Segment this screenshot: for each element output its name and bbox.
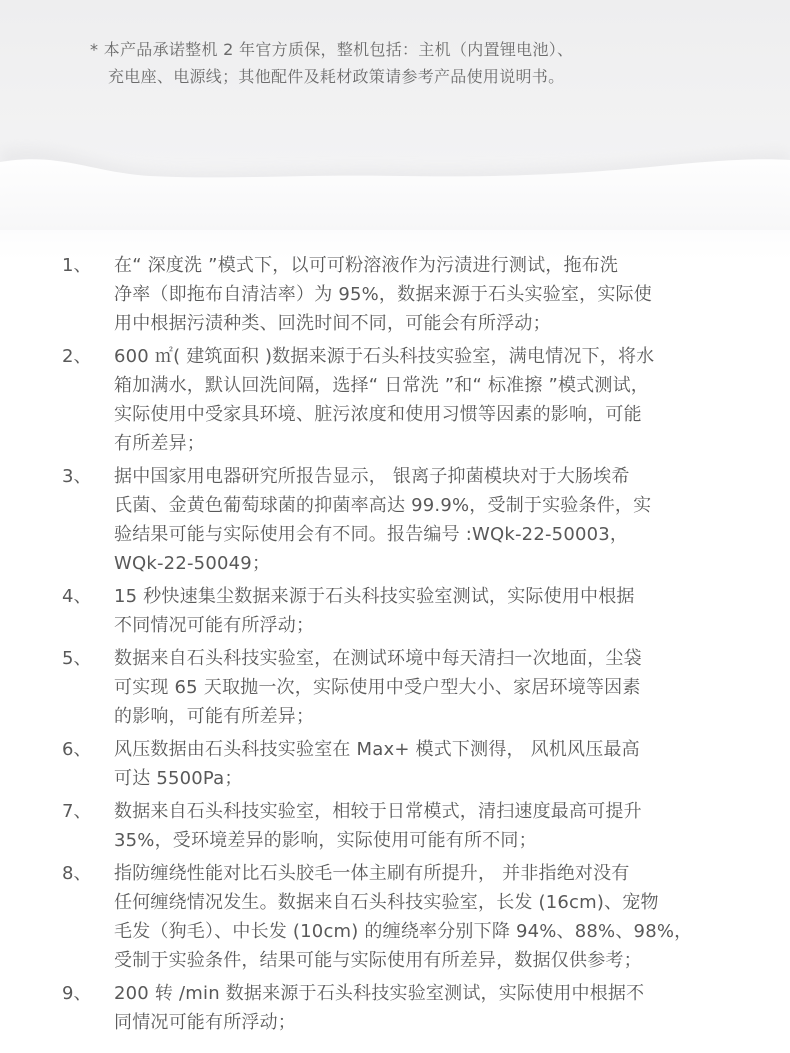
footnote-line: 用中根据污渍种类、回洗时间不同，可能会有所浮动； [114,313,551,334]
footnote-line: WQk-22-50049； [114,553,271,574]
footnote-line: 指防缠绕性能对比石头胶毛一体主刷有所提升， 并非指绝对没有 [114,863,630,884]
footnote-number: 3、 [62,466,92,487]
footnote-line: 氏菌、金黄色葡萄球菌的抑菌率高达 99.9%，受制于实验条件，实 [114,495,652,516]
footnote-item [56,342,736,458]
footnote-number: 6、 [62,739,92,760]
footnote-line: 数据来自石头科技实验室，在测试环境中每天清扫一次地面，尘袋 [114,648,642,669]
footnote-line: 任何缠绕情况发生。数据来自石头科技实验室，长发 (16cm)、宠物 [114,892,659,913]
footnote-number: 4、 [62,586,92,607]
footnote-line: 有所差异； [114,433,205,454]
footnote-line: 35%，受环境差异的影响，实际使用可能有所不同； [114,830,537,851]
footnote-number: 8、 [62,863,92,884]
footnote-line: 受制于实验条件，结果可能与实际使用有所差异，数据仅供参考； [114,950,642,971]
footnote-text [114,979,724,1037]
warranty-line-2: 充电座、电源线；其他配件及耗材政策请参考产品使用说明书。 [108,67,565,86]
footnote-text [114,582,724,640]
wave-divider [0,110,790,230]
warranty-notice [90,36,730,90]
footnote-item [56,582,736,640]
footnote-line: 实际使用中受家具环境、脏污浓度和使用习惯等因素的影响，可能 [114,404,642,425]
footnote-text [114,797,724,855]
footnote-number: 5、 [62,648,92,669]
footnote-number: 2、 [62,346,92,367]
footnote-item [56,979,736,1037]
footnote-line: 据中国家用电器研究所报告显示， 银离子抑菌模块对于大肠埃希 [114,466,630,487]
footnote-line: 净率（即拖布自清洁率）为 95%，数据来源于石头实验室，实际使 [114,284,652,305]
footnote-number: 7、 [62,801,92,822]
footnote-line: 同情况可能有所浮动； [114,1012,296,1033]
footnote-text [114,462,724,578]
footnote-line: 600 ㎡( 建筑面积 )数据来源于石头科技实验室，满电情况下，将水 [114,346,655,367]
footnote-line: 毛发（狗毛）、中长发 (10cm) 的缠绕率分别下降 94%、88%、98%， [114,921,693,942]
footnote-text [114,735,724,793]
footnote-item [56,859,736,975]
footnote-line: 15 秒快速集尘数据来源于石头科技实验室测试，实际使用中根据 [114,586,635,607]
footnote-line: 在“ 深度洗 ”模式下，以可可粉溶液作为污渍进行测试，拖布洗 [114,255,619,276]
footnote-line: 的影响，可能有所差异； [114,706,315,727]
footnote-line: 验结果可能与实际使用会有不同。报告编号 :WQk-22-50003， [114,524,629,545]
footnote-item [56,797,736,855]
footnote-line: 可实现 65 天取抛一次，实际使用中受户型大小、家居环境等因素 [114,677,641,698]
footnote-item [56,251,736,338]
footnote-list [56,251,736,1041]
footnote-line: 箱加满水，默认回洗间隔，选择“ 日常洗 ”和“ 标准擦 ”模式测试， [114,375,649,396]
footnote-number: 9、 [62,983,92,1004]
footnote-item [56,644,736,731]
warranty-line-1: * 本产品承诺整机 2 年官方质保，整机包括：主机（内置锂电池）、 [90,40,574,59]
footnote-text [114,644,724,731]
footnote-text [114,859,724,975]
footnote-item [56,462,736,578]
footnote-text [114,342,724,458]
footnote-number: 1、 [62,255,92,276]
footnote-item [56,735,736,793]
footnote-line: 不同情况可能有所浮动； [114,615,315,636]
footnote-line: 数据来自石头科技实验室，相较于日常模式，清扫速度最高可提升 [114,801,642,822]
footnote-line: 可达 5500Pa； [114,768,243,789]
footnote-text [114,251,724,338]
footnote-line: 200 转 /min 数据来源于石头科技实验室测试，实际使用中根据不 [114,983,645,1004]
footnote-line: 风压数据由石头科技实验室在 Max+ 模式下测得， 风机风压最高 [114,739,640,760]
